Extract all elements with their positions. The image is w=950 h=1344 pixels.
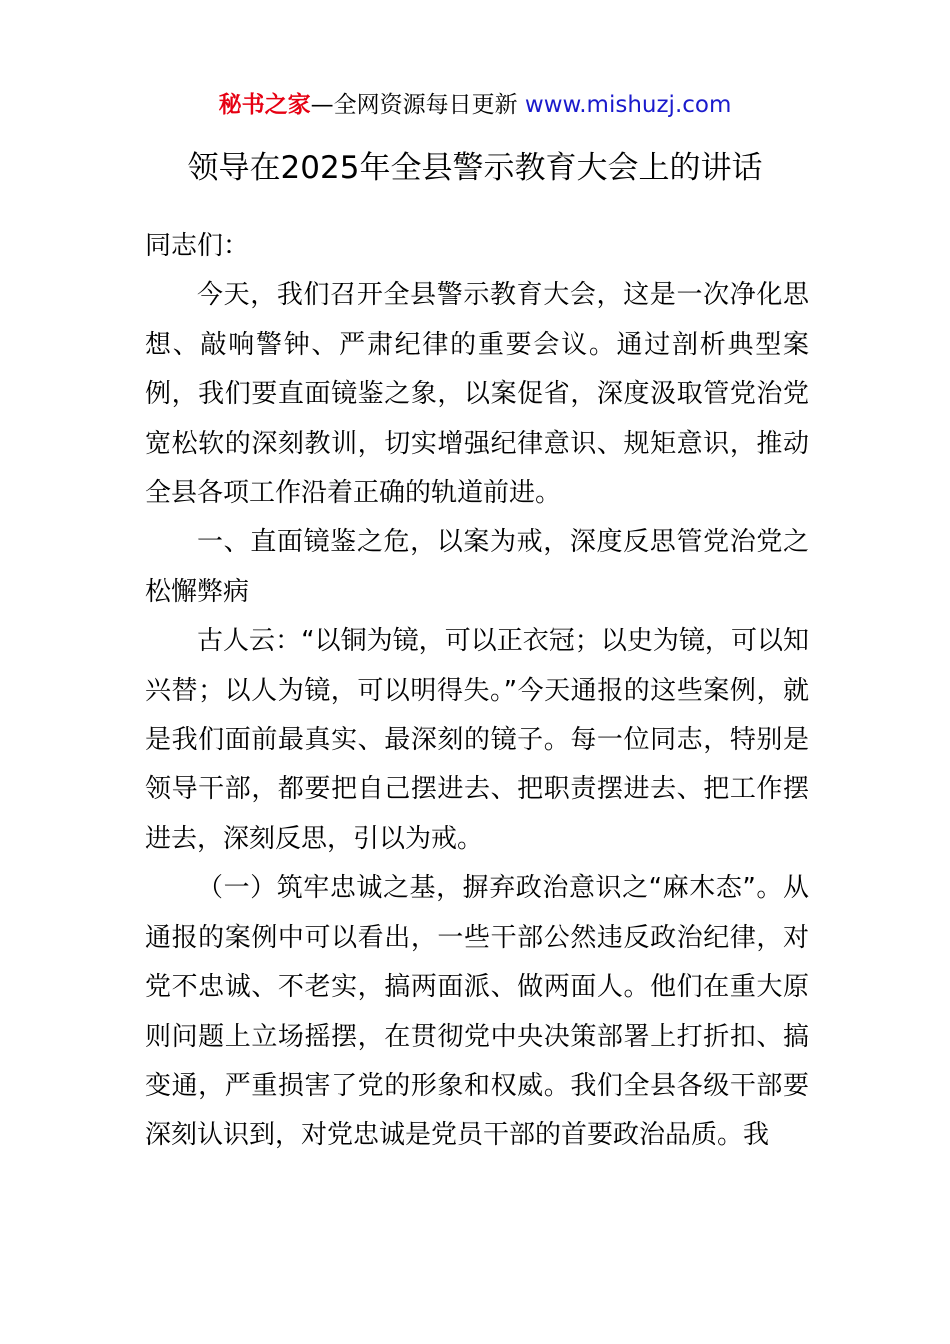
paragraph-subsection-1: （一）筑牢忠诚之基，摒弃政治意识之“麻木态”。从通报的案例中可以看出，一些干部公然违反政治纪律，对党不忠诚、不老实，搞两面派、做两面人。他们在重大原则问题上立场摇摆，在贯彻党中央决策部署上打折扣、搞变通，严重损害了党的形象和权威。我们全县各级干部要深刻认识到，对党忠诚是党员干部的首要政治品质。我 xyxy=(145,873,809,1151)
paragraph-mirror-quote: 古人云：“以铜为镜，可以正衣冠；以史为镜，可以知兴替；以人为镜，可以明得失。”今天通报的这些案例，就是我们面前最真实、最深刻的镜子。每一位同志，特别是领导干部，都要把自己摆进去、把职责摆进去、把工作摆进去，深刻反思，引以为戒。 xyxy=(145,626,809,854)
site-header xyxy=(0,88,950,122)
salutation: 同志们： xyxy=(145,231,250,261)
site-tagline: —全网资源每日更新 xyxy=(310,92,525,118)
site-brand: 秘书之家 xyxy=(218,92,311,118)
site-url-link[interactable]: www.mishuzj.com xyxy=(524,92,732,118)
section-heading-1: 一、直面镜鉴之危，以案为戒，深度反思管党治党之松懈弊病 xyxy=(145,527,809,607)
document-title: 领导在2025年全县警示教育大会上的讲话 xyxy=(187,150,763,186)
document-body xyxy=(145,222,809,1161)
paragraph-intro: 今天，我们召开全县警示教育大会，这是一次净化思想、敲响警钟、严肃纪律的重要会议。通过剖析典型案例，我们要直面镜鉴之象，以案促省，深度汲取管党治党宽松软的深刻教训，切实增强纪律意识、规矩意识，推动全县各项工作沿着正确的轨道前进。 xyxy=(145,280,809,509)
